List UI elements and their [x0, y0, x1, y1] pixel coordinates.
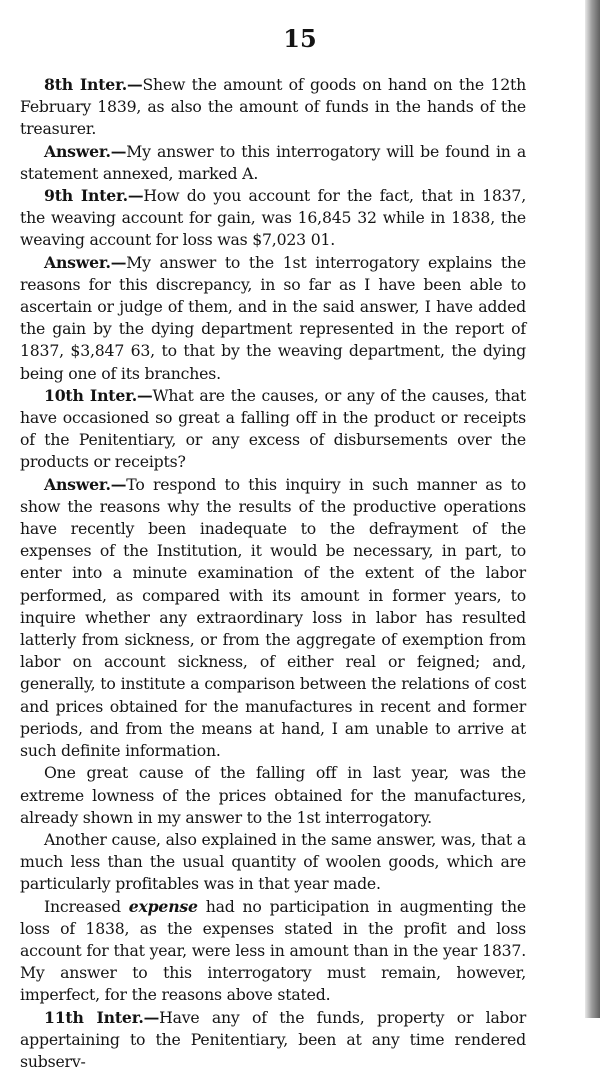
paragraph-text-continued: had no participation in augmenting the loss of 1838, as the expenses stated in the profit and loss account for that year, were less in amount than in the year 1837. My answer to this interrogatory must remain, however, imperfect, for the reasons above stated.	[20, 896, 526, 1005]
paragraph-lead: 11th Inter.—	[44, 1007, 160, 1027]
paragraph-text: My answer to this interrogatory will be found in a statement annexed, marked A.	[20, 141, 526, 183]
paragraph-lead: Answer.—	[44, 252, 127, 272]
paragraph-lead: 10th Inter.—	[44, 385, 153, 405]
paragraph-lead: 8th Inter.—	[44, 75, 143, 94]
binding-gutter	[585, 0, 600, 1018]
paragraph	[20, 474, 526, 763]
paragraph	[20, 762, 526, 829]
paragraph	[20, 74, 526, 141]
paragraph-lead: Answer.—	[44, 141, 127, 161]
paragraph-text: Another cause, also explained in the same answer, was, that a much less than the usual quantity of woolen goods, which are particularly profitables was in that year made.	[20, 829, 526, 894]
paragraph-lead: 9th Inter.—	[44, 186, 144, 206]
paragraph	[20, 1007, 526, 1073]
paragraph	[20, 829, 526, 896]
paragraph-text: To respond to this inquiry in such manner as to show the reasons why the results of the productive operations have recently been inadequate to the defrayment of the expenses of the Institution, it would be necessary, in part, to enter into a minute examination of the extent of the labor performed, as compared with its amount in former years, to inquire whether any extraordinary loss in labor has resulted latterly from sickness, or from the aggregate of exemption from labor on account sickness, of either real or feigned; and, generally, to institute a comparison between the relations of cost and prices obtained for the manufactures in recent and former periods, and from the means at hand, I am unable to arrive at such definite information.	[20, 474, 526, 761]
paragraph	[20, 252, 526, 385]
paragraph-text: Increased	[44, 896, 121, 916]
emphasis-text: expense	[128, 896, 198, 916]
paragraph-text: Shew the amount of goods on hand on the 12th February 1839, as also the amount of funds in the hands of the treasurer.	[20, 75, 526, 139]
paragraph-text: What are the causes, or any of the causes, that have occasioned so great a falling off in the product or receipts of the Penitentiary, or any excess of disbursements over the products or receipts?	[20, 385, 527, 472]
paragraph-lead: Answer.—	[44, 474, 127, 494]
paragraph-text: How do you account for the fact, that in 1837, the weaving account for gain, was 16,845 32 while in 1838, the weaving account for loss was $7,023 01.	[20, 186, 526, 250]
paragraph	[20, 385, 526, 474]
paragraph-text: Have any of the funds, property or labor appertaining to the Penitentiary, been at any time rendered subserv-	[20, 1007, 526, 1071]
paragraph	[20, 896, 526, 1007]
paragraph-text: My answer to the 1st interrogatory explains the reasons for this discrepancy, in so far as I have been able to ascertain or judge of them, and in the said answer, I have added the gain by the dying department represented in the report of 1837, $3,847 63, to that by the weaving department, the dying being one of its branches.	[20, 252, 526, 383]
paragraph-text: One great cause of the falling off in last year, was the extreme lowness of the prices obtained for the manufactures, already shown in my answer to the 1st interrogatory.	[20, 763, 526, 827]
page-number: 15	[283, 24, 317, 53]
paragraph	[20, 185, 526, 252]
body-text	[20, 74, 526, 1073]
paragraph	[20, 141, 526, 185]
